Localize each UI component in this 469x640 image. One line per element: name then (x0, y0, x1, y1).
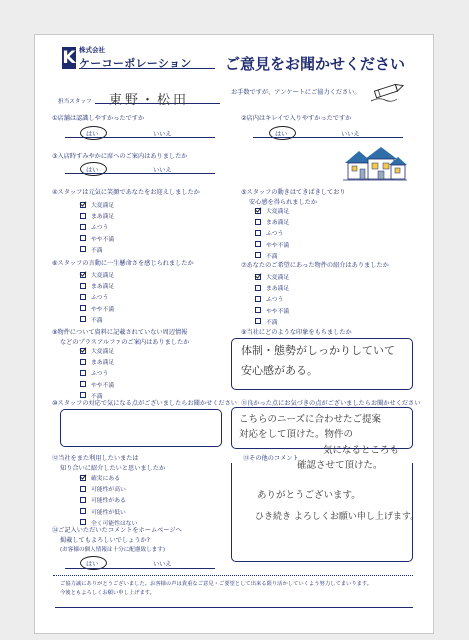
q1-yes-option[interactable]: はい (86, 131, 99, 138)
company-logo-icon: K (62, 48, 76, 68)
q6-option[interactable]: やや不満 (80, 305, 114, 316)
q11-handwritten-line2: 対応をして頂けた。物件の (239, 429, 354, 440)
q13-question: ⑬その他のコメント (243, 455, 299, 462)
checkbox-icon[interactable] (80, 381, 86, 387)
q2-answer-line (253, 137, 403, 138)
checkbox-icon[interactable] (255, 307, 261, 313)
checkbox-icon[interactable] (255, 296, 261, 302)
company-small-label: 株式会社 (79, 46, 105, 54)
q14-answer-line (65, 568, 215, 569)
q1-answer-line (65, 137, 215, 138)
q5-option[interactable]: ふつう (255, 229, 289, 240)
checkbox-icon[interactable] (80, 283, 86, 289)
q6-option[interactable]: まあ満足 (80, 282, 114, 293)
staff-label: 担当スタッフ (58, 99, 92, 105)
footer-bottom-line (55, 607, 413, 608)
logo-underline (79, 68, 215, 69)
q7-question: ⑦あなたのご希望にあった物件の紹介はありましたか (241, 262, 389, 269)
q11-question: ⑪良かった点にお気づきの点がございましたらお聞かせください (241, 400, 421, 407)
checkbox-icon[interactable] (255, 252, 261, 258)
q9-question: ⑨当社にどのような印象をもちましたか (241, 329, 352, 336)
footer-divider (53, 575, 413, 576)
checkbox-icon[interactable] (80, 246, 86, 252)
page-title: ご意見をお聞かせください (225, 55, 406, 73)
q7-option[interactable]: まあ満足 (255, 284, 289, 295)
checkbox-checked-icon[interactable] (80, 272, 86, 278)
q5-option[interactable]: やや不満 (255, 241, 289, 252)
checkbox-icon[interactable] (80, 224, 86, 230)
q6-option[interactable]: 不満 (80, 316, 114, 327)
q10-question: ⑩スタッフの対応で気になる点がございましたらお聞かせください (52, 400, 237, 407)
q14-yes-option[interactable]: はい (86, 561, 99, 568)
q8-option[interactable]: やや不満 (80, 381, 114, 392)
q4-option[interactable]: やや不満 (80, 235, 114, 246)
q13-handwritten-line1: ありがとうございます。 (257, 490, 361, 501)
q9-handwritten-line1: 体制・態勢がしっかりしていて (241, 344, 395, 357)
staff-handwritten-name: 東野・松田 (109, 93, 190, 108)
q13-handwritten-line2: ひき続き よろしくお願い申し上げます。 (255, 512, 420, 522)
checkbox-icon[interactable] (80, 235, 86, 241)
checkbox-icon[interactable] (80, 508, 86, 514)
footer-closing: 今後ともよろしくお願い申し上げます。 (60, 590, 155, 596)
q12-option[interactable]: 全く可能性はない (80, 519, 137, 530)
checkbox-checked-icon[interactable] (80, 202, 86, 208)
q7-option[interactable]: 不満 (255, 318, 289, 329)
q7-option[interactable]: やや不満 (255, 307, 289, 318)
q4-options (80, 201, 114, 257)
q8-option[interactable]: 不満 (80, 392, 114, 403)
checkbox-icon[interactable] (255, 285, 261, 291)
q8-option[interactable]: まあ満足 (80, 358, 114, 369)
checkbox-icon[interactable] (80, 359, 86, 365)
checkbox-checked-icon[interactable] (80, 348, 86, 354)
q12-option[interactable]: 確実にある (80, 474, 137, 485)
q6-option[interactable]: 大変満足 (80, 271, 114, 282)
q1-question: ①店舗は認識しやすかったですか (52, 115, 145, 122)
pencil-icon (369, 79, 407, 103)
checkbox-icon[interactable] (80, 294, 86, 300)
q4-question: ④スタッフは元気に笑顔であなたをお迎えしましたか (52, 189, 200, 196)
q3-question: ③入店時すみやかに席へのご案内はありましたか (52, 153, 188, 160)
q12-question-line2: 知り合いに紹介したいと思いましたか (60, 465, 166, 472)
q8-options (80, 347, 114, 403)
q2-question: ②店内はキレイで入りやすかったですか (241, 115, 352, 122)
q14-question-line2: 掲載してもよろしいでしょうか? (60, 537, 150, 544)
q5-question-line1: ⑤スタッフの動きはてきぱきしており (241, 189, 346, 196)
q6-options (80, 271, 114, 327)
checkbox-icon[interactable] (80, 486, 86, 492)
checkbox-icon[interactable] (255, 318, 261, 324)
q3-no-option[interactable]: いいえ (153, 167, 172, 174)
q14-note: (お客様の個人情報は十分に配慮致します) (60, 547, 166, 553)
q4-option[interactable]: 不満 (80, 246, 114, 257)
houses-icon (343, 145, 407, 183)
q3-answer-line (65, 173, 215, 174)
q14-no-option[interactable]: いいえ (153, 561, 172, 568)
q9-handwritten-line2: 安心感がある。 (241, 364, 318, 377)
q2-yes-option[interactable]: はい (275, 131, 288, 138)
q5-question-line2: 安心感を得られましたか (249, 199, 318, 206)
q12-question-line1: ⑫当社をまた利用したいまたは (52, 455, 139, 462)
q3-yes-option[interactable]: はい (86, 167, 99, 174)
q11-handwritten-line4: 確認させて頂けた。 (297, 460, 383, 471)
q4-option[interactable]: まあ満足 (80, 212, 114, 223)
q12-options (80, 474, 137, 530)
checkbox-icon[interactable] (80, 213, 86, 219)
q6-question: ⑥スタッフの言動に一生懸命さを感じられましたか (52, 260, 194, 267)
footer-thanks: ご協力誠にありがとうございました。お客様の声は貴重なご意見・ご要望として出来る限り活かしていくよう努力してまいります。 (60, 581, 373, 587)
checkbox-checked-icon[interactable] (80, 475, 86, 481)
q7-options (255, 273, 289, 329)
q8-question-line2: などのプラスアルファのご案内はありましたか (60, 339, 190, 346)
q4-option[interactable]: 大変満足 (80, 201, 114, 212)
q6-option[interactable]: ふつう (80, 293, 114, 304)
q8-option[interactable]: 大変満足 (80, 347, 114, 358)
q2-no-option[interactable]: いいえ (341, 131, 360, 138)
q12-option[interactable]: 可能性が低い (80, 508, 137, 519)
checkbox-checked-icon[interactable] (255, 208, 261, 214)
q1-no-option[interactable]: いいえ (153, 131, 172, 138)
survey-sheet (34, 34, 434, 634)
q11-handwritten-line3: 気になるところも (323, 445, 400, 456)
q8-option[interactable]: ふつう (80, 369, 114, 380)
q5-option[interactable]: まあ満足 (255, 218, 289, 229)
checkbox-icon[interactable] (255, 230, 261, 236)
q12-option[interactable]: 可能性が高い (80, 485, 137, 496)
q4-option[interactable]: ふつう (80, 223, 114, 234)
q7-option[interactable]: ふつう (255, 295, 289, 306)
q5-options (255, 207, 289, 263)
q12-option[interactable]: 可能性がある (80, 496, 137, 507)
q5-option[interactable]: 不満 (255, 252, 289, 263)
checkbox-icon[interactable] (80, 370, 86, 376)
checkbox-icon[interactable] (80, 305, 86, 311)
q5-option[interactable]: 大変満足 (255, 207, 289, 218)
checkbox-icon[interactable] (255, 219, 261, 225)
intro-text: お手数ですが、アンケートにご協力ください。 (231, 89, 361, 96)
checkbox-icon[interactable] (80, 497, 86, 503)
checkbox-checked-icon[interactable] (255, 274, 261, 280)
q7-option[interactable]: 大変満足 (255, 273, 289, 284)
q10-answer-box[interactable] (60, 409, 222, 447)
company-name: ケーコーポレーション (79, 57, 192, 70)
checkbox-icon[interactable] (255, 241, 261, 247)
q8-question-line1: ⑧物件について資料に記載されていない周辺情報 (52, 329, 188, 336)
checkbox-icon[interactable] (80, 316, 86, 322)
q11-handwritten-line1: こちらのニーズに合わせたご提案 (239, 414, 382, 425)
q14-question-line1: ⑭ご記入いただいたコメントをホームページへ (52, 527, 182, 534)
